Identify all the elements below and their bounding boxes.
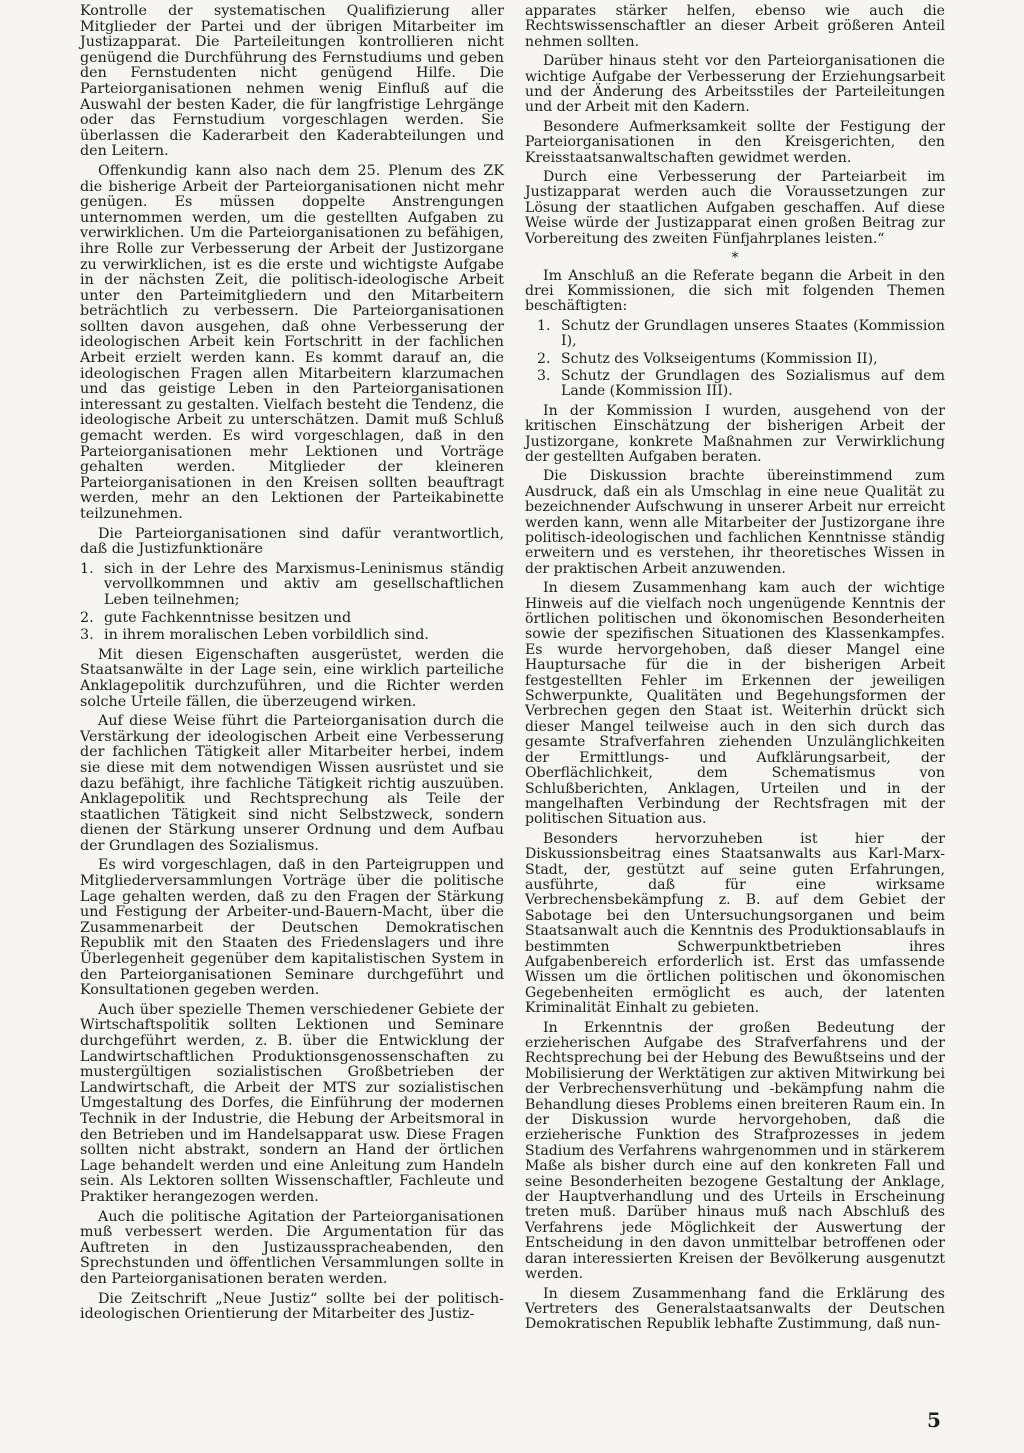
paragraph: Durch eine Verbesserung der Parteiarbeit im Justizapparat werden auch die Voraussetzungen zur Lösung der staatlichen Aufgaben geschaffen. Auf diese Weise würde der Justizapparat einen großen Beitrag zur Vorbereitung des zweiten Fünfjahrplanes leisten.“ — [525, 169, 945, 247]
paragraph: Offenkundig kann also nach dem 25. Plenum des ZK die bisherige Arbeit der Parteiorganisationen nicht mehr genügen. Es müssen doppelte Anstrengungen unternommen werden, um die gestellten Aufgaben zu verwirklichen. Um die Parteiorganisationen zu befähigen, ihre Rolle zur Verbesserung der Arbeit der Justizorgane zu verwirklichen, ist es die erste und wichtigste Aufgabe in der nächsten Zeit, die politisch-ideologische Arbeit unter den Parteimitgliedern und den Mitarbeitern beträchtlich zu verbessern. Die Parteiorganisationen sollten davon ausgehen, daß ohne Verbesserung der ideologischen Arbeit kein Fortschritt in der fachlichen Arbeit erzielt werden kann. Es kommt darauf an, die ideologischen Fragen allen Mitarbeitern klarzumachen und das geistige Leben in den Parteiorganisationen interessant zu gestalten. Vielfach besteht die Tendenz, die ideologische Arbeit zu unterschätzen. Damit muß Schluß gemacht werden. Es wird vorgeschlagen, daß in den Parteiorganisationen mehr Lektionen und Vorträge gehalten werden. Mitglieder der kleineren Parteiorganisationen in den Kreisen sollten beauftragt werden, mehr an den Lektionen der Parteikabinette teilzunehmen. — [80, 162, 504, 522]
page-number: 5 — [927, 1408, 941, 1432]
list-text: gute Fachkenntnisse besitzen und — [104, 609, 352, 626]
list-text: Schutz der Grundlagen unseres Staates (Kommission I), — [561, 317, 945, 350]
paragraph: In der Kommission I wurden, ausgehend von der kritischen Einschätzung der bisherigen Arbeit der Justizorgane, konkrete Maßnahmen zur Verwirklichung der gestellten Aufgaben beraten. — [525, 402, 945, 465]
paragraph: Kontrolle der systematischen Qualifizierung aller Mitglieder der Partei und der übrigen Mitarbeiter im Justizapparat. Die Parteileitungen kontrollieren nicht genügend die Durchführung des Fernstudiums und geben den Fernstudenten nicht genügend Hilfe. Die Parteiorganisationen nehmen wenig Einfluß auf die Auswahl der besten Kader, die für langfristige Lehrgänge oder das Fernstudium vorgeschlagen werden. Sie überlassen die Kaderarbeit den Kaderabteilungen und den Leitern. — [80, 3, 504, 160]
paragraph: Die Parteiorganisationen sind dafür verantwortlich, daß die Justizfunktionäre — [80, 525, 504, 558]
list-item — [80, 562, 504, 609]
list-text: Schutz der Grundlagen des Sozialismus auf dem Lande (Kommission III). — [561, 367, 945, 400]
paragraph: Darüber hinaus steht vor den Parteiorganisationen die wichtige Aufgabe der Verbesserung der Erziehungsarbeit und der Änderung des Arbeitsstiles der Parteileitungen und der Arbeit mit den Kadern. — [525, 53, 945, 116]
list-item — [525, 369, 945, 400]
paragraph: Die Diskussion brachte übereinstimmend zum Ausdruck, daß ein als Umschlag in eine neue Qualität zu bezeichnender Aufschwung in unserer Arbeit nur erreicht werden kann, wenn alle Mitarbeiter der Justizorgane ihre politisch-ideologischen und fachlichen Kenntnisse ständig erweitern und es verstehen, ihr theoretisches Wissen in der praktischen Arbeit anzuwenden. — [525, 468, 945, 577]
list-number: 1. — [80, 560, 94, 577]
right-column — [525, 4, 945, 1337]
numbered-list — [80, 562, 504, 644]
paragraph: Auch über spezielle Themen verschiedener Gebiete der Wirtschaftspolitik sollten Lektionen und Seminare durchgeführt werden, z. B. über die Entwicklung der Landwirtschaftlichen Produktionsgenossenschaften zu mustergültigen sozialistischen Großbetrieben der Landwirtschaft, die Arbeit der MTS zur sozialistischen Umgestaltung des Dorfes, die Einführung der modernen Technik in der Industrie, die Hebung der Arbeitsmoral in den Betrieben und im Handelsapparat usw. Diese Fragen sollten nicht abstrakt, sondern an Hand der örtlichen Lage behandelt werden und eine Anleitung zum Handeln sein. Als Lektoren sollten Wissenschaftler, Fachleute und Praktiker herangezogen werden. — [80, 1001, 504, 1205]
list-number: 1. — [537, 317, 551, 334]
list-text: in ihrem moralischen Leben vorbildlich sind. — [104, 627, 429, 644]
paragraph: Auch die politische Agitation der Parteiorganisationen muß verbessert werden. Die Argumentation für das Auftreten in den Justizaussprachеabenden, den Sprechstunden und öffentlichen Versammlungen sollte in den Parteiorganisationen beraten werden. — [80, 1208, 504, 1287]
list-item — [80, 611, 504, 627]
paragraph: Besondere Aufmerksamkeit sollte der Festigung der Parteiorganisationen in den Kreisgerichten, den Kreisstaatsanwaltschaften gewidmet werden. — [525, 118, 945, 166]
paragraph: Mit diesen Eigenschaften ausgerüstet, werden die Staatsanwälte in der Lage sein, eine wirklich parteiliche Anklagepolitik durchzuführen, und die Richter werden solche Urteile fällen, die überzeugend wirken. — [80, 646, 504, 710]
list-item — [525, 319, 945, 350]
numbered-list — [525, 319, 945, 400]
list-text: Schutz des Volkseigentums (Kommission II), — [561, 350, 878, 367]
paragraph: apparates stärker helfen, ebenso wie auch die Rechtswissenschaftler an dieser Arbeit größeren Anteil nehmen sollten. — [525, 3, 945, 50]
list-number: 3. — [80, 627, 94, 644]
list-item — [525, 352, 945, 367]
paragraph: In diesem Zusammenhang fand die Erklärung des Vertreters des Generalstaatsanwalts der Deutschen Demokratischen Republik lebhafte Zustimmung, daß nun- — [525, 1285, 945, 1333]
list-number: 2. — [80, 609, 94, 626]
list-number: 3. — [537, 367, 551, 384]
left-column — [80, 4, 504, 1327]
paragraph: Die Zeitschrift „Neue Justiz“ sollte bei der politisch-ideologischen Orientierung der Mitarbeiter des Justiz- — [80, 1290, 504, 1323]
list-item — [80, 628, 504, 644]
paragraph: Besonders hervorzuheben ist hier der Diskussionsbeitrag eines Staatsanwalts aus Karl-Marx-Stadt, der, gestützt auf seine guten Erfahrungen, ausführte, daß für eine wirksame Verbrechensbekämpfung z. B. auf dem Gebiet der Sabotage bei den Untersuchungsorganen und beim Staatsanwalt auch die Kenntnis des Produktionsablaufs in bestimmten Schwerpunktbetrieben ihres Aufgabenbereich erforderlich ist. Erst das umfassende Wissen um die örtlichen politischen und ökonomischen Gegebenheiten ermöglicht es auch, der latenten Kriminalität Einhalt zu gebieten. — [525, 830, 945, 1017]
list-number: 2. — [537, 350, 551, 367]
paragraph: In diesem Zusammenhang kam auch der wichtige Hinweis auf die vielfach noch ungenügende Kenntnis der örtlichen politischen und ökonomischen Besonderheiten sowie der spezifischen Situationen des Klassenkampfes. Es wurde hervorgehoben, daß dieser Mangel eine Hauptursache für die in der bisherigen Arbeit festgestellten Fehler im Erkennen der jeweiligen Schwerpunkte, Qualitäten und Begehungsformen der Verbrechen gegen den Staat ist. Weiterhin drückt sich dieser Mangel teilweise auch in den sich durch das gesamte Strafverfahren ziehenden Unzulänglichkeiten der Ermittlungs- und Aufklärungsarbeit, der Oberflächlichkeit, dem Schematismus von Schlußberichten, Anklagen, Urteilen und in der mangelhaften Verbindung der Rechtsfragen mit der politischen Situation aus. — [525, 580, 945, 828]
paragraph: Auf diese Weise führt die Parteiorganisation durch die Verstärkung der ideologischen Arbeit eine Verbesserung der fachlichen Tätigkeit aller Mitarbeiter herbei, indem sie diese mit dem notwendigen Wissen ausrüstet und sie dazu befähigt, ihre fachliche Tätigkeit richtig auszuüben. Anklagepolitik und Rechtsprechung als Teile der staatlichen Tätigkeit sind nicht Selbstzweck, sondern dienen der Stärkung unserer Ordnung und dem Aufbau der Grundlagen des Sozialismus. — [80, 713, 504, 854]
section-separator: * — [731, 250, 739, 267]
paragraph: Es wird vorgeschlagen, daß in den Parteigruppen und Mitgliederversammlungen Vorträge über die politische Lage gehalten werden, daß zu den Fragen der Stärkung und Festigung der Arbeiter-und-Bauern-Macht, über die Zusammenarbeit der Deutschen Demokratischen Republik mit den Staaten des Friedenslagers und ihre Überlegenheit gegenüber dem kapitalistischen System in den Parteiorganisationen Seminare durchgeführt und Konsultationen gegeben werden. — [80, 857, 504, 999]
list-text: sich in der Lehre des Marxismus-Leninismus ständig vervollkommnen und aktiv am gesellschaftlichen Leben teilnehmen; — [104, 560, 504, 608]
paragraph: Im Anschluß an die Referate begann die Arbeit in den drei Kommissionen, die sich mit folgenden Themen beschäftigten: — [525, 267, 945, 315]
paragraph: In Erkenntnis der großen Bedeutung der erzieherischen Aufgabe des Strafverfahrens und der Rechtsprechung bei der Hebung des Bewußtseins und der Mobilisierung der Werktätigen zur aktiven Mitwirkung bei der Verbrechensverhütung und -bekämpfung nahm die Behandlung dieses Problems einen breiteren Raum ein. In der Diskussion wurde hervorgehoben, daß die erzieherische Funktion des Strafprozesses in jedem Stadium des Verfahrens wahrgenommen und in stärkerem Maße als bisher durch eine auf den konkreten Fall und seine Besonderheiten bezogene Gestaltung der Anklage, der Hauptverhandlung und des Urteils in Erscheinung treten muß. Darüber hinaus muß nach Abschluß des Verfahrens jede Möglichkeit der Auswertung der Entscheidung in den davon unmittelbar betroffenen oder daran interessierten Kreisen der Bevölkerung ausgenutzt werden. — [525, 1019, 945, 1283]
